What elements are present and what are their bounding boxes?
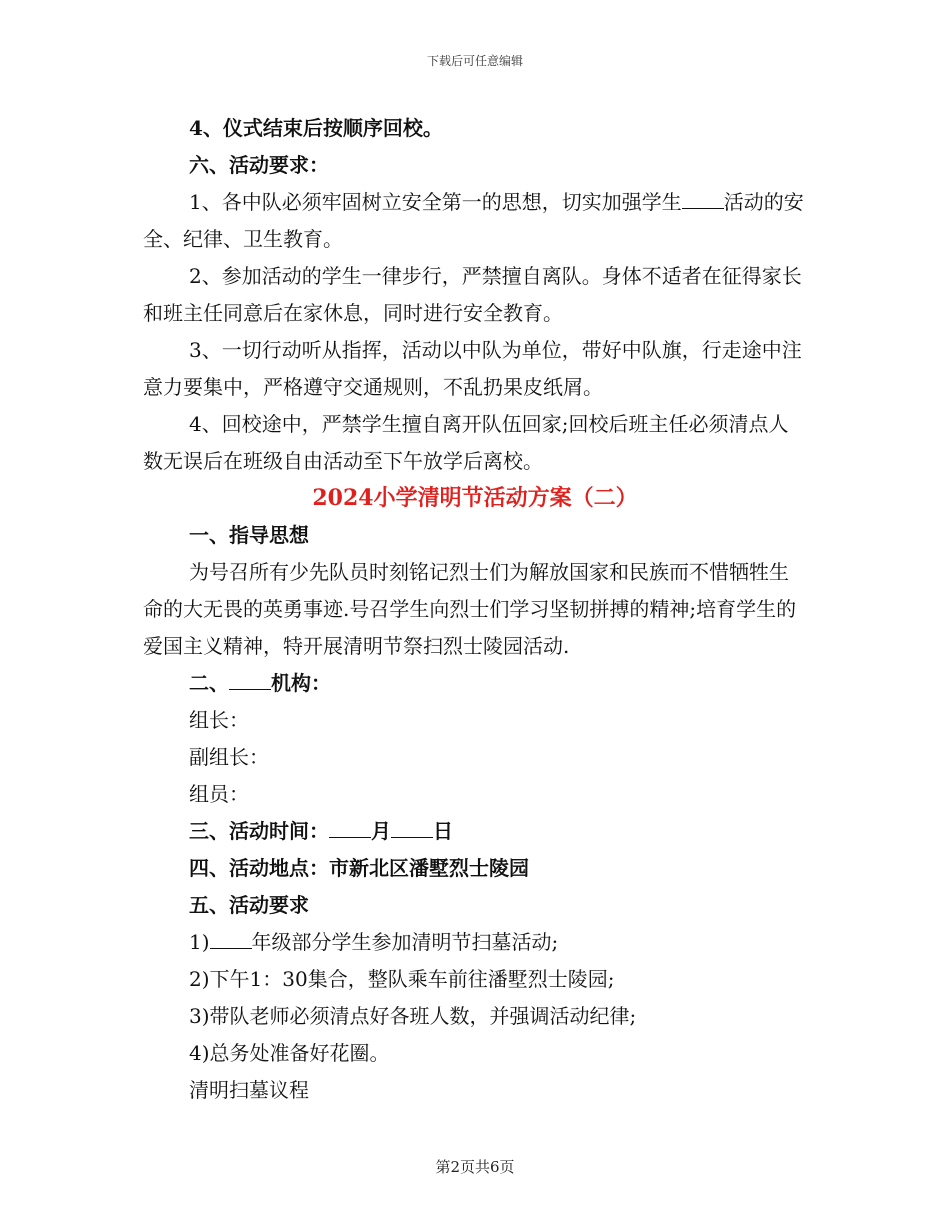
section-heading: 四、活动地点：市新北区潘墅烈士陵园 — [189, 856, 529, 880]
list-item: 4、仪式结束后按顺序回校。 — [189, 116, 443, 140]
section-title: 2024小学清明节活动方案（二） — [312, 485, 638, 511]
section-heading: 一、指导思想 — [189, 523, 309, 547]
paragraph: 3、一切行动听从指挥，活动以中队为单位，带好中队旗，行走途中注意力要集中，严格遵守交通规则，不乱扔果皮纸屑。 — [143, 338, 802, 399]
list-item: 副组长： — [189, 745, 269, 769]
blank-line — [210, 930, 252, 949]
text-fragment: 三、活动时间： — [189, 819, 329, 843]
text-fragment: 机构： — [271, 671, 331, 695]
section-heading — [143, 665, 807, 702]
text-fragment: 1) — [189, 930, 210, 954]
section-heading — [143, 813, 807, 850]
list-item: 组员： — [189, 782, 249, 806]
text-fragment: 年级部分学生参加清明节扫墓活动; — [251, 930, 559, 954]
page-footer: 第2页共6页 — [435, 1158, 515, 1176]
text-fragment: 活动的安全、纪律、卫生教育。 — [143, 190, 804, 251]
section-heading: 六、活动要求： — [189, 153, 329, 177]
blank-line — [329, 819, 371, 838]
list-item — [143, 924, 807, 961]
paragraph — [143, 184, 807, 258]
list-item: 4)总务处准备好花圈。 — [189, 1041, 390, 1065]
paragraph: 2、参加活动的学生一律步行，严禁擅自离队。身体不适者在征得家长和班主任同意后在家休息，同时进行安全教育。 — [143, 264, 802, 325]
text-fragment: 日 — [433, 819, 453, 843]
page-header: 下载后可任意编辑 — [426, 54, 523, 68]
list-item: 2)下午1：30集合，整队乘车前往潘墅烈士陵园; — [189, 967, 615, 991]
blank-line — [229, 671, 271, 690]
section-heading: 五、活动要求 — [189, 893, 309, 917]
blank-line — [682, 190, 724, 209]
paragraph: 4、回校途中，严禁学生擅自离开队伍回家;回校后班主任必须清点人数无误后在班级自由活动至下午放学后离校。 — [143, 412, 789, 473]
text-fragment: 1、各中队必须牢固树立安全第一的思想，切实加强学生 — [189, 190, 682, 214]
list-item: 清明扫墓议程 — [189, 1078, 309, 1102]
text-fragment: 二、 — [189, 671, 229, 695]
list-item: 组长： — [189, 708, 249, 732]
document-body — [143, 110, 807, 1109]
blank-line — [391, 819, 433, 838]
paragraph: 为号召所有少先队员时刻铭记烈士们为解放国家和民族而不惜牺牲生命的大无畏的英勇事迹.号召学生向烈士们学习坚韧拼搏的精神;培育学生的爱国主义精神，特开展清明节祭扫烈士陵园活动. — [143, 560, 797, 658]
text-fragment: 月 — [371, 819, 391, 843]
list-item: 3)带队老师必须清点好各班人数，并强调活动纪律; — [189, 1004, 637, 1028]
